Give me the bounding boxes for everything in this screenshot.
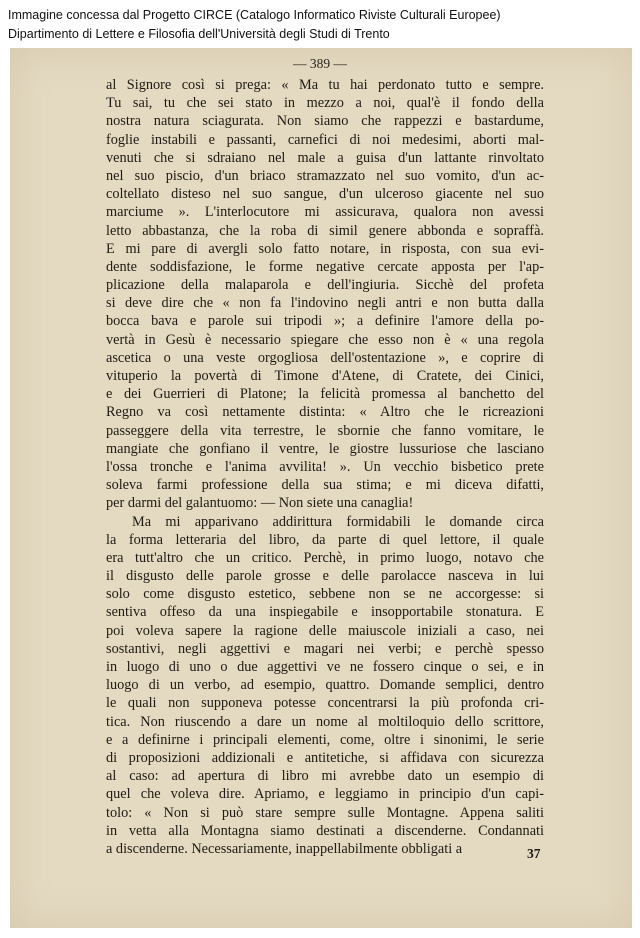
page-number: — 389 — [293, 56, 347, 71]
text-line: sostantivi, negli aggettivi e magari nei verbi; e perchè spesso [106, 640, 544, 657]
text-line: a discenderne. Necessariamente, inappellabilmente obbligati a [106, 840, 463, 857]
text-line: foglie instabili e passanti, carnefici di noi medesimi, aborti mal- [106, 131, 544, 148]
text-line: tica. Non riuscendo a dare un nome al moltiloquio dello scrittore, [106, 713, 544, 730]
text-line: poi voleva sapere la ragione delle maiuscole iniziali a caso, nei [106, 622, 544, 639]
text-line: plicazione della malaparola e dell'ingiuria. Sicchè del profeta [106, 277, 544, 294]
text-line: si deve dire che « non fa l'indovino negli antri e non butta dalla [106, 295, 544, 312]
folio-number: 37 [527, 846, 541, 861]
text-line: Tu sai, tu che sei stato in mezzo a noi, qual'è il fondo della [106, 95, 544, 112]
text-line: e a definirne i principali elementi, come, oltre i sinonimi, le serie [106, 731, 544, 748]
text-line: vituperio la povertà di Timone d'Atene, di Cratete, dei Cinici, [106, 368, 544, 384]
text-line: tolo: « Non si può stare sempre sulle Montagne. Appena saliti [106, 804, 544, 821]
text-line: Ma mi apparivano addirittura formidabili le domande circa [132, 513, 544, 530]
text-line: nel suo piscio, d'un briaco stramazzato nel suo vomito, d'un ac- [106, 167, 544, 184]
text-line: mangiate che gonfiano il ventre, le giostre lussuriose che lasciano [106, 440, 544, 457]
text-line: E mi pare di avergli solo fatto notare, in risposta, con sua evi- [106, 240, 544, 257]
text-line: e dei Guerrieri di Platone; la felicità promessa al banchetto del [106, 386, 544, 403]
text-line: bocca bava e parole sui tripodi »; a definire l'amore della po- [106, 313, 544, 330]
text-line: passeggere della vita terrestre, le sbornie che fanno vomitare, le [106, 422, 544, 439]
text-line: ascetica o una veste orgogliosa dell'ostentazione », e coprire di [106, 349, 544, 366]
text-line: le quali non supponeva potesse concentrarsi la più profonda cri- [106, 695, 544, 712]
banner-line-2: Dipartimento di Lettere e Filosofia dell'Università degli Studi di Trento [8, 27, 390, 41]
text-line: sentiva offeso da una inspiegabile e insopportabile stonatura. E [106, 604, 544, 621]
text-line: coltellato disteso nel suo sangue, d'un ulceroso giacente nel suo [106, 186, 544, 203]
text-line: l'ossa tronche e l'anima avvilita! ». Un vecchio bisbetico prete [106, 458, 544, 475]
text-line: in vetta alla Montagna siamo destinati a discenderne. Condannati [106, 822, 544, 839]
text-line: venuti che si sdraiano nel male a guisa d'un lattante rinvoltato [106, 149, 544, 166]
text-line: in luogo di uno o due aggettivi ve ne fossero cinque o sei, e in [106, 659, 544, 675]
banner-line-1: Immagine concessa dal Progetto CIRCE (Catalogo Informatico Riviste Culturali Europee) [8, 8, 501, 22]
text-line: per darmi del galantuomo: — Non siete una canaglia! [106, 495, 414, 512]
text-line: era tutt'altro che un critico. Perchè, in primo luogo, notavo che [106, 549, 544, 566]
text-line: quel che voleva dire. Apriamo, e leggiamo in principio d'un capi- [106, 786, 544, 803]
source-banner [0, 0, 640, 48]
text-line: il disgusto delle parole grosse e delle parolacce nasceva in lui [106, 568, 544, 585]
text-line: solo come disgusto estetico, sebbene non se ne accorgesse: si [106, 586, 544, 603]
text-line: di proposizioni addizionali e antitetiche, si affidava con sicurezza [106, 749, 544, 766]
text-line: la forma letteraria del libro, da parte di quel lettore, il quale [106, 531, 544, 548]
text-line: soleva farmi professione della sua stima; e mi diceva difatti, [106, 477, 544, 494]
text-line: marciume ». L'interlocutore mi assicurava, qualora non avessi [106, 204, 544, 221]
text-line: luogo di un verbo, ad esempio, quattro. Domande semplici, dentro [106, 677, 544, 694]
text-line: vertà in Gesù è necessario spiegare che esso non è « una regola [106, 331, 544, 348]
text-line: nostra natura sciagurata. Non siamo che rappezzi e bastardume, [106, 113, 544, 130]
text-line: al Signore così si prega: « Ma tu hai perdonato tutto e sempre. [106, 77, 544, 93]
text-line: letto abbastanza, che la roba di simil genere abbonda e sopraffà. [106, 222, 544, 239]
text-line: dente soddisfazione, le forme negative cercate apposta per l'ap- [106, 258, 544, 275]
text-line: al caso: ad apertura di libro mi avrebbe dato un esempio di [106, 768, 544, 785]
text-line: Regno va così nettamente distinta: « Altro che le ricreazioni [106, 404, 544, 421]
page-body-text [106, 76, 544, 858]
